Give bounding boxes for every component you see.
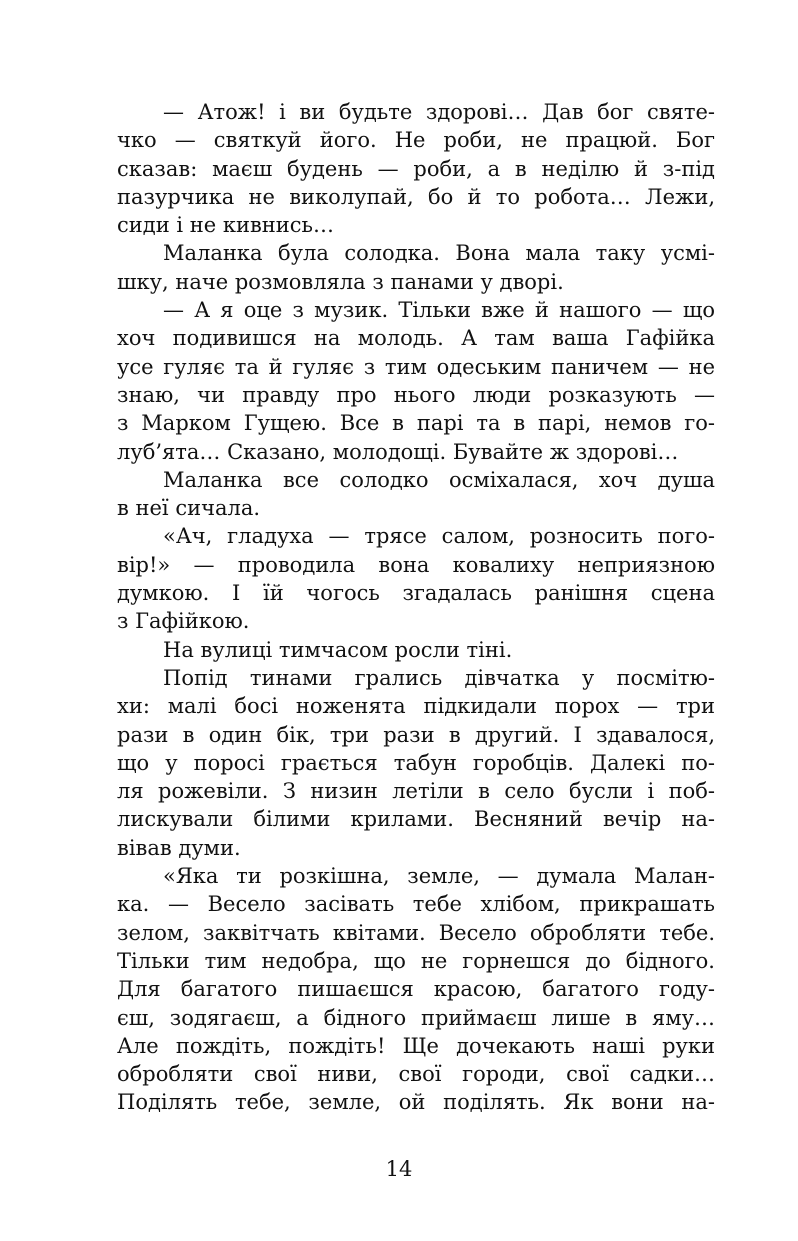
text-line: вір!» — проводила вона ковалиху неприязною [117,552,715,577]
text-line: «Ач, гладуха — трясе салом, розносить пого- [163,524,715,549]
text-line: Маланка була солодка. Вона мала таку усмі- [163,241,715,266]
text-line: сиди і не кивнись… [117,213,334,238]
text-line: — А я оце з музик. Тільки вже й нашого — що [163,298,715,323]
text-line: в неї сичала. [117,496,261,521]
text-line: чко — святкуй його. Не роби, не працюй. Бог [117,128,715,153]
text-line: сказав: маєш будень — роби, а в неділю й з-під [117,156,715,181]
text-line: рази в один бік, три рази в другий. І здавалося, [117,722,715,747]
text-line: думкою. І їй чогось згадалась ранішня сцена [117,581,715,606]
text-line: Маланка все солодко осміхалася, хоч душа [163,467,715,492]
text-line: Але пождіть, пождіть! Ще дочекають наші руки [117,1033,715,1058]
text-line: з Гафійкою. [117,609,250,634]
text-line: На вулиці тимчасом росли тіні. [163,637,513,662]
page-number: 14 [385,1157,413,1181]
text-line: вівав думи. [117,835,241,860]
text-line: шку, наче розмовляла з панами у дворі. [117,269,564,294]
text-line: хоч подивишся на молодь. А там ваша Гафійка [117,326,715,351]
text-line: єш, зодягаєш, а бідного приймаєш лише в яму… [117,1005,715,1030]
page-body [117,98,715,1117]
text-line: — Атож! і ви будьте здорові… Дав бог святе- [163,100,715,124]
text-line: Тільки тим недобра, що не горнешся до бідного. [117,948,715,973]
text-line: Поділять тебе, земле, ой поділять. Як вони на- [117,1090,715,1115]
text-line: зелом, заквітчать квітами. Весело обробляти тебе. [117,920,715,945]
text-line: усе гуляє та й гуляє з тим одеським паничем — не [117,354,715,379]
text-line: лискували білими крилами. Весняний вечір на- [117,807,715,832]
text-line: що у поросі грається табун горобців. Далекі по- [117,750,715,775]
text-line: хи: малі босі ноженята підкидали порох — три [117,694,715,719]
text-line: «Яка ти розкішна, земле, — думала Малан- [163,864,715,889]
text-line: Попід тинами грались дівчатка у посмітю- [163,665,715,690]
text-line: знаю, чи правду про нього люди розказують — [117,382,715,407]
text-line: обробляти свої ниви, свої городи, свої садки… [117,1062,715,1087]
text-line: з Марком Гущею. Все в парі та в парі, немов го- [117,411,715,436]
text-line: Для багатого пишаєшся красою, багатого году- [117,977,715,1002]
text-line: ка. — Весело засівать тебе хлібом, прикрашать [117,892,715,917]
text-line: ля рожевіли. З низин летіли в село бусли і поб- [117,779,715,804]
text-line: луб’ята… Сказано, молодощі. Бувайте ж здорові… [117,439,679,464]
text-line: пазурчика не виколупай, бо й то робота… Лежи, [117,184,715,209]
